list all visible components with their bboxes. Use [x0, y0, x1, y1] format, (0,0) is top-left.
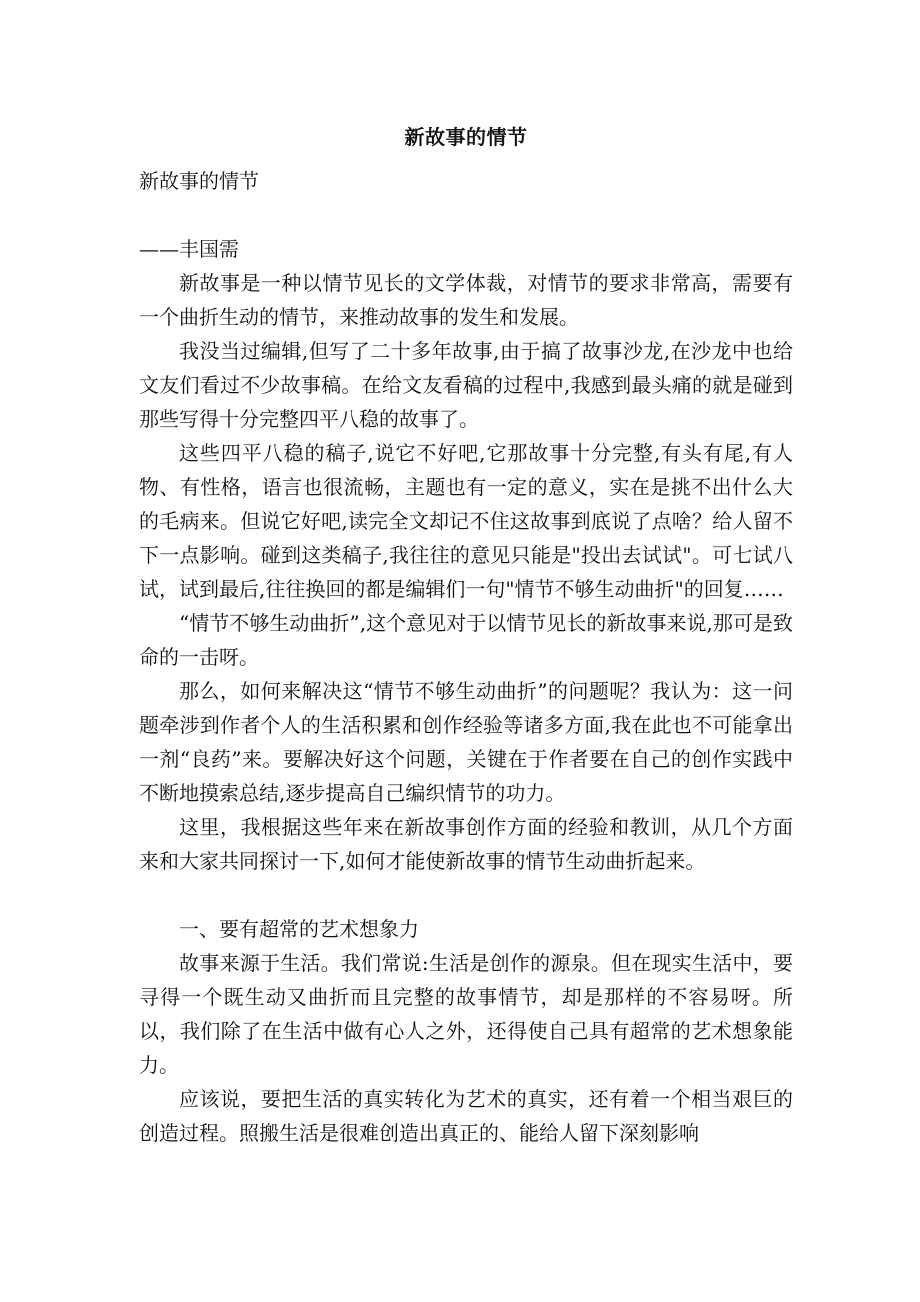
document-subtitle: 新故事的情节: [139, 169, 259, 193]
paragraph: 这里，我根据这些年来在新故事创作方面的经验和教训，从几个方面来和大家共同探讨一下,如何才能使新故事的情节生动曲折起来。: [139, 815, 793, 873]
paragraph: 这些四平八稳的稿子,说它不好吧,它那故事十分完整,有头有尾,有人物、有性格，语言也很流畅，主题也有一定的意义，实在是挑不出什么大的毛病来。但说它好吧,读完全文却记不住这故事到底说了点啥？给人留不下一点影响。碰到这类稿子,我往往的意见只能是"投出去试试"。可七试八试，试到最后,往往换回的都是编辑们一句"情节不够生动曲折"的回复……: [139, 441, 793, 601]
paragraph: 那么，如何来解决这“情节不够生动曲折”的问题呢？我认为：这一问题牵涉到作者个人的生活积累和创作经验等诸多方面,我在此也不可能拿出一剂“良药”来。要解决好这个问题，关键在于作者要在自己的创作实践中不断地摸索总结,逐步提高自己编织情节的功力。: [139, 679, 793, 805]
document-content: [139, 118, 793, 1150]
document-title: 新故事的情节: [404, 125, 528, 149]
author-line: ——丰国需: [139, 237, 239, 261]
paragraph: 应该说，要把生活的真实转化为艺术的真实，还有着一个相当艰巨的创造过程。照搬生活是很难创造出真正的、能给人留下深刻影响: [139, 1087, 793, 1145]
paragraph: 新故事是一种以情节见长的文学体裁，对情节的要求非常高，需要有一个曲折生动的情节，来推动故事的发生和发展。: [139, 271, 793, 329]
paragraph: “情节不够生动曲折”,这个意见对于以情节见长的新故事来说,那可是致命的一击呀。: [139, 611, 793, 669]
paragraph: 我没当过编辑,但写了二十多年故事,由于搞了故事沙龙,在沙龙中也给文友们看过不少故事稿。在给文友看稿的过程中,我感到最头痛的就是碰到那些写得十分完整四平八稳的故事了。: [139, 339, 793, 431]
paragraph: 故事来源于生活。我们常说:生活是创作的源泉。但在现实生活中，要寻得一个既生动又曲折而且完整的故事情节，却是那样的不容易呀。所以，我们除了在生活中做有心人之外，还得使自己具有超常的艺术想象能力。: [139, 951, 793, 1077]
section-heading: 一、要有超常的艺术想象力: [179, 917, 419, 941]
